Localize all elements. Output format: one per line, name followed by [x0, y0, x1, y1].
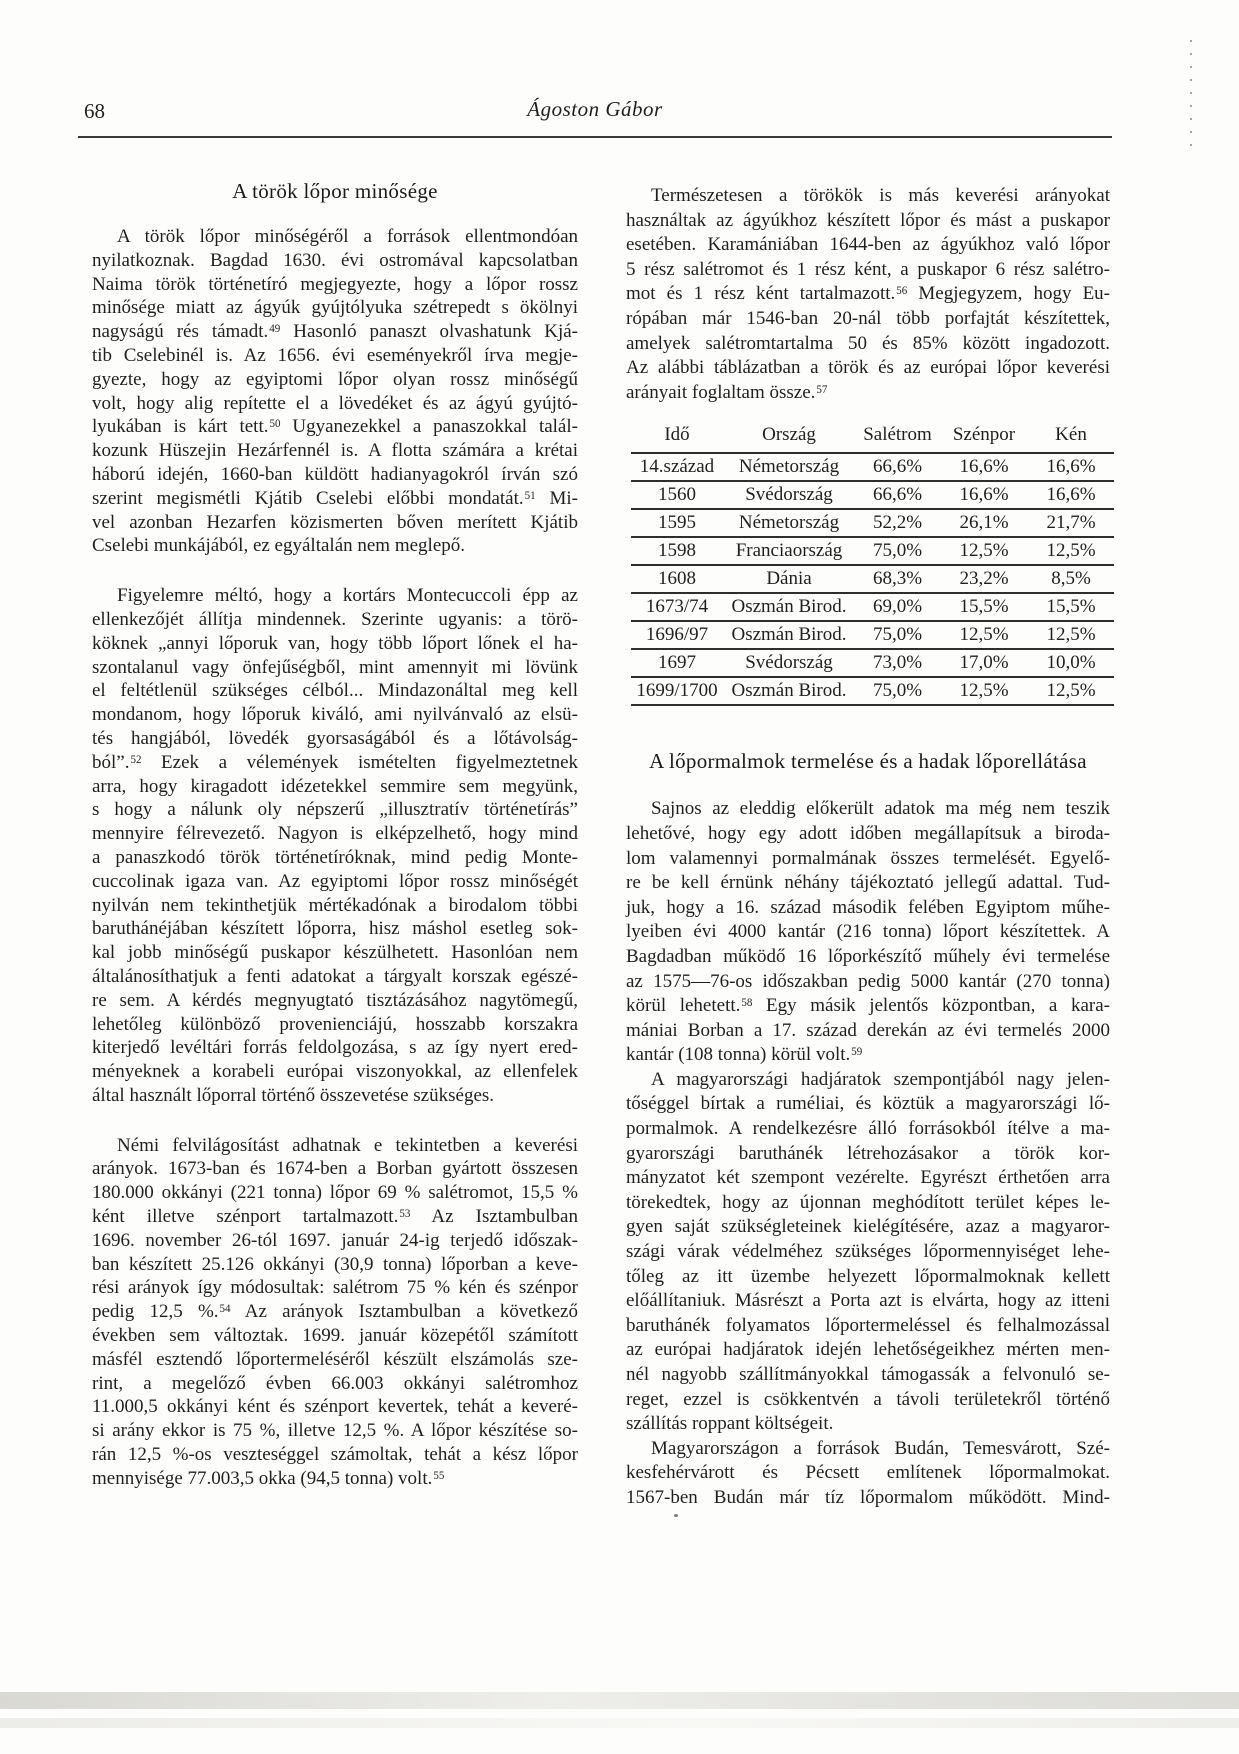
text-line: években sem változtak. 1699. január közepétől számított: [92, 1325, 578, 1347]
text-line: mányzatot két szempont vezérelte. Egyrészt érthetően arra: [626, 1167, 1110, 1189]
paragraph: [92, 1134, 578, 1491]
text-line: 180.000 okkányi (221 tonna) lőpor 69 % salétromot, 15,5 %: [92, 1182, 578, 1204]
text-line: arányait foglaltam össze.$^{57}$: [626, 381, 828, 403]
text-line: rési arányok így módosultak: salétrom 75 % kén és szénpor: [92, 1277, 578, 1299]
table-cell: 12,5%: [940, 621, 1028, 649]
text-line: lyeiben évi 4000 kantár (216 tonna) lőport készítettek. A: [626, 921, 1110, 943]
table-cell: Oszmán Birod.: [723, 621, 855, 649]
table-cell: 75,0%: [855, 621, 940, 649]
footnote-reference: 53: [399, 1208, 411, 1221]
text-line: 11.000,5 okkányi ként és szénport kevertek, tehát a keveré-: [92, 1396, 578, 1418]
table-cell: 66,6%: [855, 481, 940, 509]
text-line: szerint megismétli Kjátib Cselebi előbbi mondatát.$^{51}$ Mi-: [92, 487, 578, 509]
text-line: lehetővé, hogy egy adott időben megállapítsuk a biroda-: [626, 822, 1110, 844]
footnote-reference: 59: [851, 1046, 863, 1059]
table-row: [631, 565, 1114, 593]
footnote-reference: 54: [219, 1303, 231, 1316]
table-cell: Németország: [723, 453, 855, 481]
text-line: köknek „annyi lőporuk van, hogy több lőport lőnek el ha-: [92, 632, 578, 654]
column-header: Ország: [723, 421, 855, 453]
text-line: amelyek salétromtartalma 50 és 85% között ingadozott.: [626, 332, 1110, 354]
table-cell: Franciaország: [723, 537, 855, 565]
table-cell: 12,5%: [1028, 537, 1114, 565]
text-line: baruthánéjában készített lőporra, hisz máshol esetleg sok-: [92, 918, 578, 940]
left-column: [92, 178, 578, 1517]
text-line: baruthánék folyamatos lőportermeléssel és felhalmozással: [626, 1314, 1110, 1336]
text-line: A török lőpor minőségéről a források ellentmondóan: [117, 226, 578, 247]
running-header: Ágoston Gábor: [527, 97, 663, 121]
text-line: szállítás roppant költségeit.: [626, 1413, 834, 1435]
text-line: 1696. november 26-tól 1697. január 24-ig terjedő időszak-: [92, 1229, 578, 1251]
text-line: nagyságú rés támadt.$^{49}$ Hasonló panaszt olvashatunk Kjá-: [92, 321, 578, 343]
text-line: ban készített 25.126 okkányi (30,9 tonna) lőporban a keve-: [92, 1253, 578, 1275]
composition-table: [631, 421, 1114, 706]
paragraph: [92, 225, 578, 558]
text-line: előállítaniuk. Másrészt a Porta azt is elvárta, hogy az itteni: [626, 1290, 1110, 1312]
table-cell: 12,5%: [940, 677, 1028, 705]
text-line: ellenkezőjét állítja mindennek. Szerinte ugyanis: a törö-: [92, 608, 578, 630]
table-cell: 10,0%: [1028, 649, 1114, 677]
table-cell: 12,5%: [1028, 621, 1114, 649]
text-line: az 1575—76-os időszakban pedig 5000 kantár (270 tonna): [626, 970, 1110, 992]
table-cell: Svédország: [723, 481, 855, 509]
text-line: rint, a megelőző évben 66.003 okkányi salétromhoz: [92, 1372, 578, 1394]
table-header-row: [631, 421, 1114, 453]
text-line: pormalmok. A rendelkezésre álló forrásokból ítélve a ma-: [626, 1118, 1110, 1140]
scan-speck: [674, 1514, 678, 1517]
text-line: nyilatkoznak. Bagdad 1630. évi ostromával kapcsolatban: [92, 249, 578, 271]
column-header: Salétrom: [855, 421, 940, 453]
text-line: nél nagyobb szállítmányokkal támogassák a felvonuló se-: [626, 1364, 1110, 1385]
table-cell: 66,6%: [855, 453, 940, 481]
text-line: tőleg az itt üzembe helyezett lőpormalmoknak kellett: [626, 1265, 1110, 1287]
text-line: szontalanul vagy önfejűségből, mint amennyit mi lövünk: [92, 656, 578, 678]
section-heading-lopormalmok: A lőpormalmok termelése és a hadak lőporellátása: [649, 749, 1087, 774]
table-row: [631, 481, 1114, 509]
text-line: arányok. 1673-ban és 1674-ben a Borban gyártott összesen: [92, 1158, 578, 1180]
table-cell: 1598: [631, 537, 723, 565]
footnote-reference: 58: [741, 997, 753, 1010]
table-cell: 75,0%: [855, 677, 940, 705]
text-line: ból”.$^{52}$ Ezek a vélemények ismételten figyelmeztetnek: [92, 751, 578, 773]
text-line: volt, hogy alig repítette el a lövedéket és az ágyú gyújtó-: [92, 392, 578, 414]
table-row: [631, 621, 1114, 649]
text-line: Az alábbi táblázatban a török és az európai lőpor keverési: [626, 357, 1110, 379]
text-line: tib Cselebinél is. Az 1656. évi eseményekről írva megje-: [92, 344, 578, 366]
text-line: A magyarországi hadjáratok szempontjából nagy jelen-: [651, 1068, 1110, 1090]
table-cell: 16,6%: [940, 453, 1028, 481]
text-line: mot és 1 rész ként tartalmazott.$^{56}$ Megjegyzem, hogy Eu-: [626, 283, 1110, 305]
text-line: lom valamennyi pormalmának összes termelését. Egyelő-: [626, 847, 1110, 869]
footnote-reference: 56: [896, 285, 908, 298]
text-line: a panaszkodó török történetíróknak, mind pedig Monte-: [92, 846, 578, 868]
text-line: törekedtek, hogy az újonnan meghódított terület képes le-: [626, 1191, 1110, 1213]
text-line: mennyisége 77.003,5 okka (94,5 tonna) volt.$^{55}$: [92, 1467, 445, 1489]
text-line: ként illetve szénport tartalmazott.$^{53}$ Az Isztambulban: [92, 1206, 578, 1228]
text-line: gyezte, hogy az egyiptomi lőpor olyan rossz minőségű: [92, 368, 578, 390]
table-cell: 69,0%: [855, 593, 940, 621]
column-header: Szénpor: [940, 421, 1028, 453]
table-cell: 1697: [631, 649, 723, 677]
text-line: Bagdadban működő 16 lőporkészítő műhely évi termelése: [626, 945, 1110, 967]
text-line: által használt lőporral történő összevetése szükséges.: [92, 1084, 495, 1106]
text-line: s hogy a nálunk oly népszerű „illusztratív történetírás”: [92, 799, 578, 821]
text-line: tőséggel bírtak a ruméliai, és köztük a magyarországi lő-: [626, 1093, 1110, 1115]
page-number: 68: [84, 99, 105, 123]
text-line: Magyarországon a források Budán, Temesvárott, Szé-: [651, 1437, 1110, 1459]
text-line: pedig 12,5 %.$^{54}$ Az arányok Isztambulban a következő: [92, 1301, 578, 1323]
text-line: tés hangjából, lövedék gyorsaságából és a lőtávolság-: [92, 727, 578, 749]
table-cell: 8,5%: [1028, 565, 1114, 593]
text-line: az európai hadjáratok idején lehetőségeikhez mérten men-: [626, 1339, 1110, 1361]
text-line: re be kell érnünk néhány tájékoztató jellegű adattal. Tud-: [626, 872, 1110, 894]
text-line: minősége miatt az ágyúk gyújtólyuka szétrepedt s ökölnyi: [92, 297, 578, 319]
table-cell: 26,1%: [940, 509, 1028, 537]
text-line: mániai Borban a 17. század derekán az évi termelés 2000: [626, 1019, 1110, 1041]
table-cell: 75,0%: [855, 537, 940, 565]
table-cell: Svédország: [723, 649, 855, 677]
header-rule: [78, 136, 1112, 138]
text-line: Cselebi munkájából, ez egyáltalán nem meglepő.: [92, 535, 466, 557]
table-cell: 16,6%: [940, 481, 1028, 509]
text-line: lehetőleg különböző provenienciájú, hosszabb korszakra: [92, 1013, 578, 1035]
table-cell: 23,2%: [940, 565, 1028, 593]
text-line: cuccolinak igaza van. Az egyiptomi lőpor rossz minőségét: [92, 870, 578, 892]
table-cell: 21,7%: [1028, 509, 1114, 537]
table-row: [631, 677, 1114, 705]
text-line: Sajnos az eleddig előkerült adatok ma még nem teszik: [651, 798, 1110, 820]
text-line: rópában már 1546-ban 20-nál több porfajtát készítettek,: [626, 307, 1110, 329]
table-cell: 52,2%: [855, 509, 940, 537]
text-line: juk, hogy a 16. század második felében Egyiptom műhe-: [626, 896, 1110, 918]
text-line: nyilván nem tekinthetjük mértékadónak a birodalom többi: [92, 894, 578, 916]
footnote-reference: 49: [269, 323, 281, 336]
text-line: Naima török történetíró megjegyezte, hogy a lőpor rossz: [92, 273, 578, 295]
text-line: si arány ekkor is 75 %, illetve 12,5 %. A lőpor készítése so-: [92, 1420, 578, 1442]
table-row: [631, 453, 1114, 481]
section-heading-torok-lopor: A török lőpor minősége: [232, 179, 438, 203]
table-cell: 1673/74: [631, 593, 723, 621]
table-cell: 14.század: [631, 453, 723, 481]
text-line: általánosíthatjuk a fenti adatokat a tárgyalt korszak egészé-: [92, 965, 578, 987]
table-row: [631, 509, 1114, 537]
table-cell: 1696/97: [631, 621, 723, 649]
scan-artifact-vertical-dots: [1190, 40, 1192, 146]
table-cell: Dánia: [723, 565, 855, 593]
paragraph: [626, 184, 1110, 405]
table-row: [631, 537, 1114, 565]
table-cell: Németország: [723, 509, 855, 537]
table-cell: 15,5%: [1028, 593, 1114, 621]
column-header: Kén: [1028, 421, 1114, 453]
table-cell: 73,0%: [855, 649, 940, 677]
text-line: Némi felvilágosítást adhatnak e tekintetben a keverési: [117, 1134, 578, 1156]
footnote-reference: 52: [130, 753, 142, 766]
text-line: használtak az ágyúkhoz készített lőpor és mást a puskapor: [626, 209, 1110, 231]
text-line: körül lehetett.$^{58}$ Egy másik jelentős központban, a kara-: [626, 995, 1110, 1017]
gunpowder-composition-table: [631, 421, 1110, 706]
text-line: szági várak védelméhez szükséges lőpormennyiséget lehe-: [626, 1241, 1110, 1263]
text-line: reget, ezzel is csökkentvén a távoli területekről történő: [626, 1388, 1110, 1410]
text-line: kal jobb minőségű puskapor készülhetett. Hasonlóan nem: [92, 942, 578, 964]
footnote-reference: 55: [433, 1469, 445, 1482]
footnote-reference: 51: [524, 489, 536, 502]
table-cell: 16,6%: [1028, 481, 1114, 509]
text-line: háború idején, 1660-ban küldött hadianyagokról írván szó: [92, 463, 578, 485]
table-cell: 16,6%: [1028, 453, 1114, 481]
paragraph: [626, 797, 1110, 1068]
table-cell: 1608: [631, 565, 723, 593]
text-line: lyukában is kárt tett.$^{50}$ Ugyanezekkel a panaszokkal talál-: [92, 416, 578, 438]
table-cell: 1560: [631, 481, 723, 509]
text-line: másfél esztendő lőportermeléséről készült elszámolás sze-: [92, 1348, 578, 1370]
table-cell: Oszmán Birod.: [723, 677, 855, 705]
text-line: kantár (108 tonna) körül volt.$^{59}$: [626, 1044, 863, 1066]
paragraph: [626, 1068, 1110, 1437]
table-cell: 68,3%: [855, 565, 940, 593]
text-line: gyarországi baruthánék létrehozásakor a török kor-: [626, 1142, 1110, 1164]
scan-artifact-bottom-band: [0, 1692, 1239, 1740]
table-cell: 12,5%: [1028, 677, 1114, 705]
text-line: arra, hogy kiragadott idézetekkel semmire sem megyünk,: [92, 775, 578, 797]
text-line: kiterjedő levéltári forrás feldolgozása, s az így nyert ered-: [92, 1037, 578, 1059]
text-line: rán 12,5 %-os veszteséggel számoltak, tehát a kész lőpor: [92, 1444, 578, 1466]
paragraph: [92, 584, 578, 1108]
table-cell: 1699/1700: [631, 677, 723, 705]
column-header: Idő: [631, 421, 723, 453]
text-line: vel azonban Hezarfen közismerten bőven merített Kjátib: [92, 511, 578, 533]
table-cell: 1595: [631, 509, 723, 537]
footnote-reference: 57: [816, 383, 828, 396]
table-row: [631, 593, 1114, 621]
text-line: kozunk Hüszejin Hezárfennél is. A flotta számára a krétai: [92, 440, 578, 462]
right-column: [626, 184, 1110, 1511]
text-line: mennyire félrevezető. Nagyon is elképzelhető, hogy mind: [92, 823, 578, 845]
text-line: gyen saját szükségleteinek kielégítésére, azaz a magyaror-: [626, 1216, 1110, 1238]
text-line: 5 rész salétromot és 1 rész ként, a puskapor 6 rész salétro-: [626, 258, 1110, 280]
text-line: Természetesen a törökök is más keverési arányokat: [651, 185, 1110, 206]
table-cell: Oszmán Birod.: [723, 593, 855, 621]
text-line: esetében. Karamániában 1644-ben az ágyúkhoz való lőpor: [626, 234, 1110, 256]
table-row: [631, 649, 1114, 677]
footnote-reference: 50: [269, 418, 281, 431]
text-line: el feltétlenül szükséges célból... Mindazonáltal meg kell: [92, 680, 578, 702]
paragraph: [626, 1437, 1110, 1511]
text-line: ményeknek a korabeli európai viszonyokkal, az ellenfelek: [92, 1061, 578, 1083]
text-line: Figyelemre méltó, hogy a kortárs Montecuccoli épp az: [117, 585, 578, 607]
text-line: 1567-ben Budán már tíz lőpormalom működött. Mind-: [626, 1486, 1110, 1508]
text-line: mondanom, hogy lőporuk kiváló, ami nyilvánvaló az elsü-: [92, 704, 578, 726]
text-line: kesfehérvárott és Pécsett említenek lőpormalmokat.: [626, 1462, 1110, 1484]
table-cell: 15,5%: [940, 593, 1028, 621]
text-line: re sem. A kérdés megnyugtató tisztázásához nagytömegű,: [92, 989, 578, 1011]
table-cell: 12,5%: [940, 537, 1028, 565]
table-cell: 17,0%: [940, 649, 1028, 677]
